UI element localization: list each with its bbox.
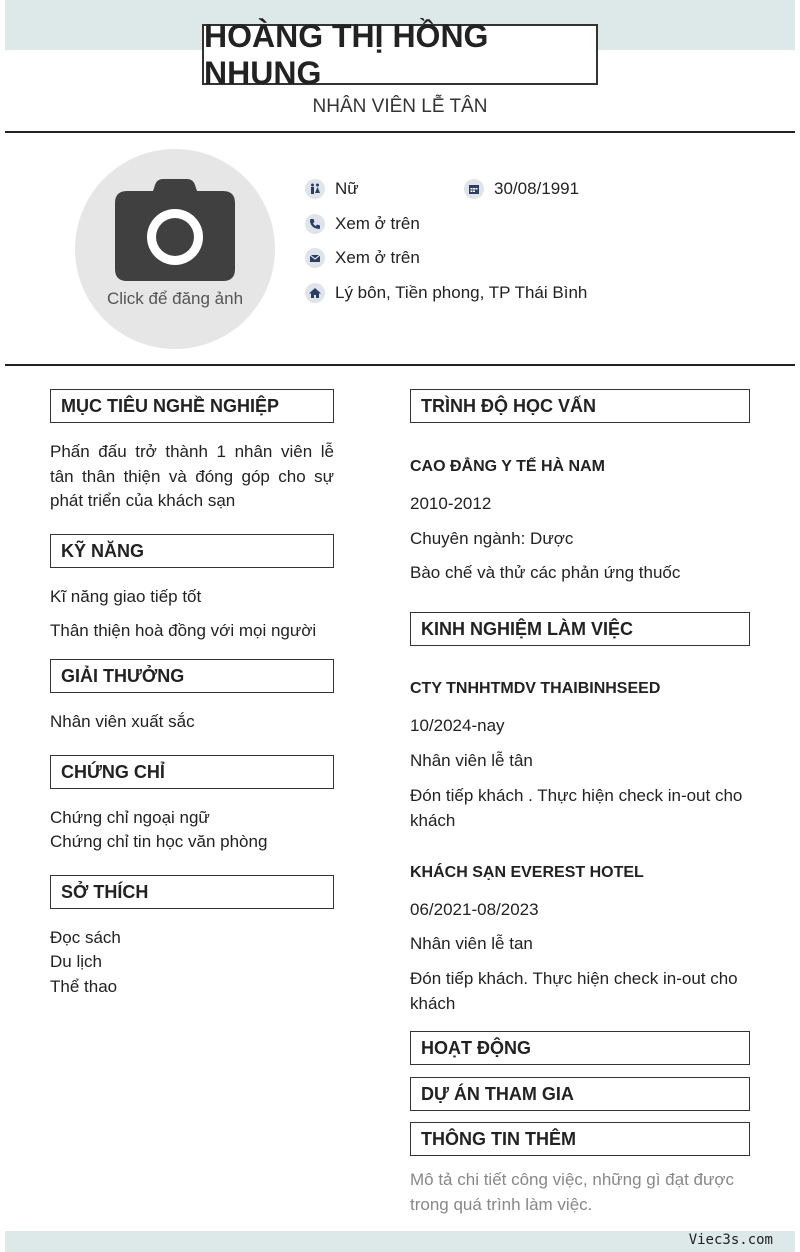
camera-icon <box>115 177 235 281</box>
address-row <box>305 283 587 303</box>
divider <box>5 364 795 366</box>
phone-row <box>305 214 420 234</box>
avatar-label: Click để đăng ảnh <box>106 289 244 308</box>
education-detail[interactable]: Bào chế và thử các phản ứng thuốc <box>410 563 681 582</box>
certificate-item[interactable]: Chứng chỉ tin học văn phòng <box>50 832 268 851</box>
job-company[interactable]: CTY TNHHTMDV THAIBINHSEED <box>410 680 661 697</box>
education-heading[interactable]: TRÌNH ĐỘ HỌC VẤN <box>410 389 750 423</box>
candidate-name[interactable]: HOÀNG THỊ HỒNG NHUNG <box>202 24 598 85</box>
objective-text[interactable]: Phấn đấu trở thành 1 nhân viên lễ tân thân thiện và đóng góp cho sự phát triển của khách sạn <box>50 442 334 510</box>
hobbies-heading[interactable]: SỞ THÍCH <box>50 875 334 909</box>
hobby-item[interactable]: Thể thao <box>50 977 118 996</box>
education-major[interactable]: Chuyên ngành: Dược <box>410 529 574 548</box>
email-icon <box>305 248 325 268</box>
bottom-band <box>5 1231 795 1252</box>
calendar-icon <box>464 179 484 199</box>
job-description[interactable]: Đón tiếp khách . Thực hiện check in-out cho khách <box>410 786 743 830</box>
skills-heading[interactable]: KỸ NĂNG <box>50 534 334 568</box>
gender-icon <box>305 179 325 199</box>
phone-value[interactable]: Xem ở trên <box>335 214 420 233</box>
job-position[interactable]: Nhân viên lễ tan <box>410 934 533 953</box>
school-name[interactable]: CAO ĐẲNG Y TẾ HÀ NAM <box>410 458 605 475</box>
birthday-value[interactable]: 30/08/1991 <box>494 179 580 198</box>
skill-item[interactable]: Kĩ năng giao tiếp tốt <box>50 587 202 606</box>
email-value[interactable]: Xem ở trên <box>335 248 420 267</box>
phone-icon <box>305 214 325 234</box>
job-period[interactable]: 06/2021-08/2023 <box>410 900 539 919</box>
address-value[interactable]: Lý bôn, Tiền phong, TP Thái Bình <box>335 283 588 302</box>
job-title[interactable]: NHÂN VIÊN LỄ TÂN <box>312 96 488 117</box>
job-description[interactable]: Đón tiếp khách. Thực hiện check in-out cho khách <box>410 969 738 1013</box>
job-period[interactable]: 10/2024-nay <box>410 716 505 735</box>
gender-value[interactable]: Nữ <box>335 179 359 198</box>
hobby-item[interactable]: Du lịch <box>50 952 102 971</box>
activities-heading[interactable]: HOẠT ĐỘNG <box>410 1031 750 1065</box>
projects-heading[interactable]: DỰ ÁN THAM GIA <box>410 1077 750 1111</box>
objective-heading[interactable]: MỤC TIÊU NGHỀ NGHIỆP <box>50 389 334 423</box>
experience-heading[interactable]: KINH NGHIỆM LÀM VIỆC <box>410 612 750 646</box>
certificate-item[interactable]: Chứng chỉ ngoại ngữ <box>50 808 210 827</box>
more-info-placeholder[interactable]: Mô tả chi tiết công việc, những gì đạt được trong quá trình làm việc. <box>410 1170 735 1214</box>
gender-row <box>305 179 359 199</box>
email-row <box>305 248 420 268</box>
divider <box>5 131 795 133</box>
birthday-row <box>464 179 579 199</box>
skill-item[interactable]: Thân thiện hoà đồng với mọi người <box>50 621 317 640</box>
award-item[interactable]: Nhân viên xuất sắc <box>50 712 195 731</box>
brand-watermark: Viec3s.com <box>688 1232 773 1248</box>
certificates-heading[interactable]: CHỨNG CHỈ <box>50 755 334 789</box>
more-info-heading[interactable]: THÔNG TIN THÊM <box>410 1122 750 1156</box>
home-icon <box>305 283 325 303</box>
hobby-item[interactable]: Đọc sách <box>50 928 121 947</box>
job-company[interactable]: KHÁCH SẠN EVEREST HOTEL <box>410 864 644 881</box>
avatar-upload[interactable] <box>75 149 275 349</box>
awards-heading[interactable]: GIẢI THƯỞNG <box>50 659 334 693</box>
job-position[interactable]: Nhân viên lễ tân <box>410 751 533 770</box>
education-period[interactable]: 2010-2012 <box>410 494 492 513</box>
